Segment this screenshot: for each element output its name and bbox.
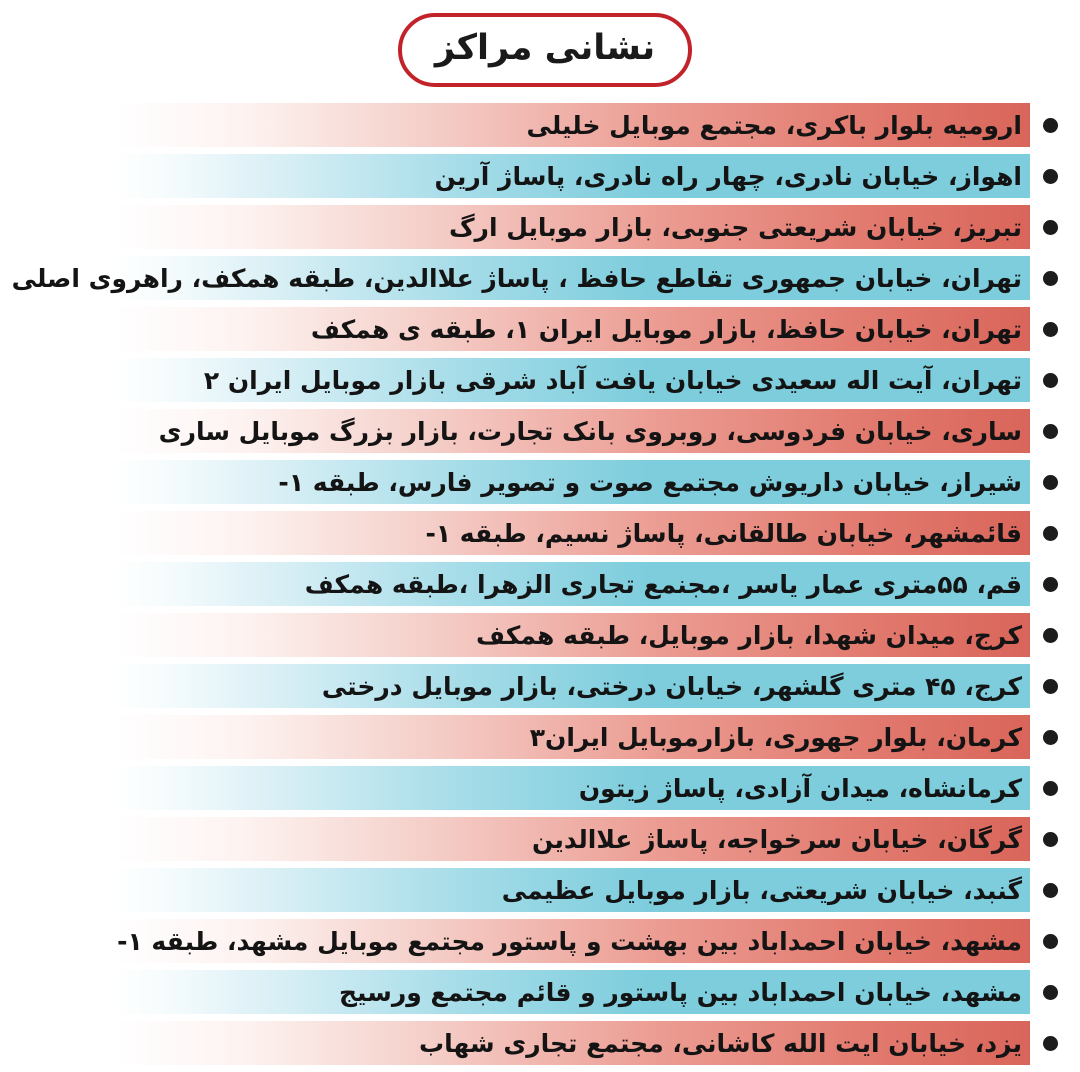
address-text: کرمانشاه، میدان آزادی، پاساژ زیتون <box>115 766 1030 810</box>
address-text: گنبد، خیابان شریعتی، بازار موبایل عظیمی <box>115 868 1030 912</box>
bullet-icon <box>1043 322 1058 337</box>
address-row <box>15 460 1058 504</box>
bullet-icon <box>1043 118 1058 133</box>
address-text: تهران، خیابان جمهوری تقاطع حافظ ، پاساژ علاالدین، طبقه همکف، راهروی اصلی <box>115 256 1030 300</box>
address-text: قائمشهر، خیابان طالقانی، پاساژ نسیم، طبقه ۱- <box>115 511 1030 555</box>
address-row <box>15 205 1058 249</box>
address-text: تبریز، خیابان شریعتی جنوبی، بازار موبایل ارگ <box>115 205 1030 249</box>
address-row <box>15 970 1058 1014</box>
address-text: گرگان، خیابان سرخواجه، پاساژ علاالدین <box>115 817 1030 861</box>
address-row <box>15 766 1058 810</box>
bullet-icon <box>1043 934 1058 949</box>
address-row <box>15 307 1058 351</box>
address-row <box>15 664 1058 708</box>
address-row <box>15 154 1058 198</box>
address-text: اهواز، خیابان نادری، چهار راه نادری، پاساژ آرین <box>115 154 1030 198</box>
page-title-box <box>398 13 692 87</box>
bullet-icon <box>1043 883 1058 898</box>
bullet-icon <box>1043 526 1058 541</box>
bullet-icon <box>1043 1036 1058 1051</box>
address-row <box>15 919 1058 963</box>
bullet-icon <box>1043 373 1058 388</box>
bullet-icon <box>1043 271 1058 286</box>
address-row <box>15 358 1058 402</box>
address-row <box>15 1021 1058 1065</box>
bullet-icon <box>1043 730 1058 745</box>
address-row <box>15 868 1058 912</box>
address-list <box>11 103 1058 1072</box>
bullet-icon <box>1043 985 1058 1000</box>
address-row <box>15 511 1058 555</box>
bullet-icon <box>1043 832 1058 847</box>
address-row <box>15 817 1058 861</box>
address-text: یزد، خیابان ایت الله کاشانی، مجتمع تجاری شهاب <box>115 1021 1030 1065</box>
address-text: ارومیه بلوار باکری، مجتمع موبایل خلیلی <box>115 103 1030 147</box>
bullet-icon <box>1043 679 1058 694</box>
bullet-icon <box>1043 169 1058 184</box>
address-row <box>15 409 1058 453</box>
address-text: کرج، میدان شهدا، بازار موبایل، طبقه همکف <box>115 613 1030 657</box>
bullet-icon <box>1043 475 1058 490</box>
address-row <box>15 103 1058 147</box>
address-row <box>15 562 1058 606</box>
address-text: کرج، ۴۵ متری گلشهر، خیابان درختی، بازار موبایل درختی <box>115 664 1030 708</box>
address-row <box>11 256 1058 300</box>
address-text: تهران، آیت اله سعیدی خیابان یافت آباد شرقی بازار موبایل ایران ۲ <box>115 358 1030 402</box>
bullet-icon <box>1043 424 1058 439</box>
address-text: تهران، خیابان حافظ، بازار موبایل ایران ۱، طبقه ی همکف <box>115 307 1030 351</box>
address-text: مشهد، خیابان احمداباد بین بهشت و پاستور مجتمع موبایل مشهد، طبقه ۱- <box>115 919 1030 963</box>
address-text: کرمان، بلوار جهوری، بازارموبایل ایران۳ <box>115 715 1030 759</box>
address-row <box>15 715 1058 759</box>
address-row <box>15 613 1058 657</box>
address-text: شیراز، خیابان داریوش مجتمع صوت و تصویر فارس، طبقه ۱- <box>115 460 1030 504</box>
address-text: قم، ۵۵متری عمار یاسر ،مجنمع تجاری الزهرا ،طبقه همکف <box>115 562 1030 606</box>
address-text: ساری، خیابان فردوسی، روبروی بانک تجارت، بازار بزرگ موبایل ساری <box>115 409 1030 453</box>
bullet-icon <box>1043 628 1058 643</box>
bullet-icon <box>1043 220 1058 235</box>
bullet-icon <box>1043 577 1058 592</box>
page-title: نشانی مراکز <box>434 28 656 68</box>
bullet-icon <box>1043 781 1058 796</box>
address-text: مشهد، خیابان احمداباد بین پاستور و قائم مجتمع ورسیج <box>115 970 1030 1014</box>
